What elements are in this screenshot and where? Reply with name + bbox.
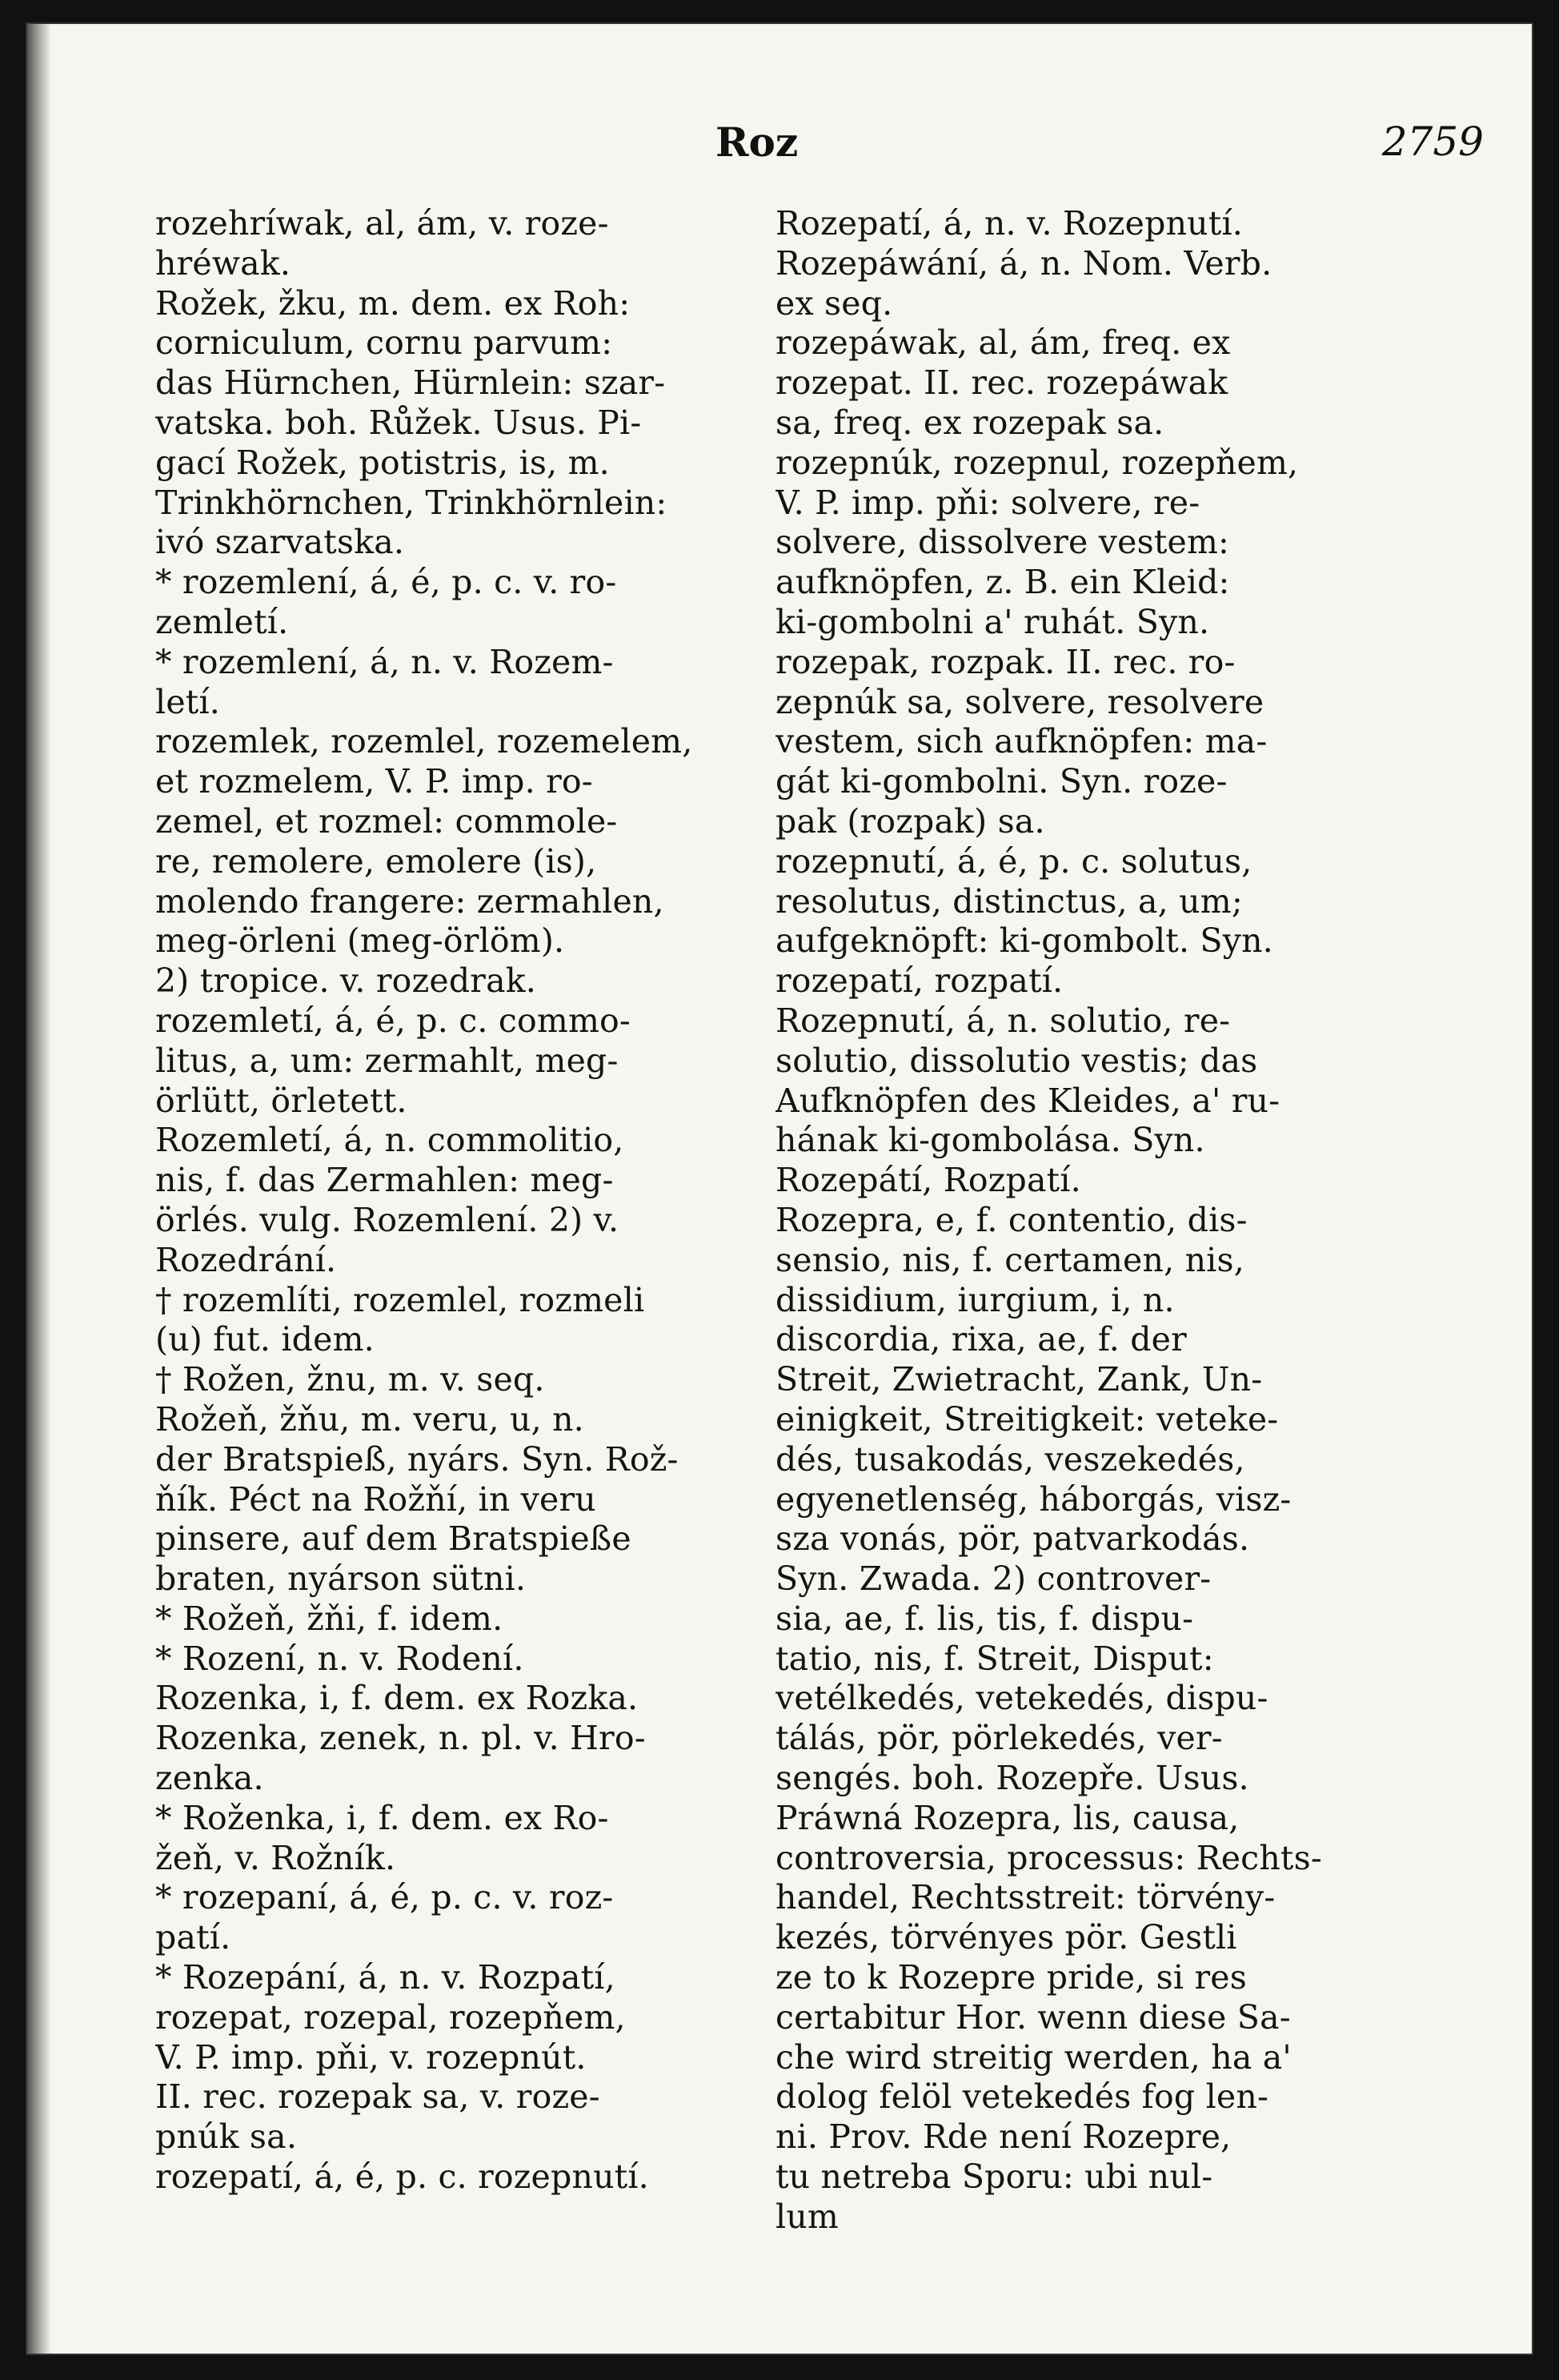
entry-line: žeň, v. Rožník.	[155, 1838, 396, 1877]
entry-line: rozemlek, rozemlel, rozemelem,	[155, 722, 693, 761]
entry-line: Rožek, žku, m. dem. ex Roh:	[155, 283, 631, 323]
entry-line: zepnúk sa, solvere, resolvere	[775, 682, 1264, 721]
dictionary-page	[27, 24, 1532, 2354]
entry-line: egyenetlenség, háborgás, visz-	[775, 1479, 1292, 1519]
entry-line: Syn. Zwada. 2) controver-	[775, 1559, 1212, 1599]
entry-line: pak (rozpak) sa.	[775, 801, 1045, 841]
entry-line: corniculum, cornu parvum:	[155, 323, 613, 363]
entry-line: Streit, Zwietracht, Zank, Un-	[775, 1360, 1263, 1399]
entry-line: Aufknöpfen des Kleides, a' ru-	[775, 1081, 1280, 1120]
entry-line: zenka.	[155, 1759, 264, 1798]
entry-line: tálás, pör, pörlekedés, ver-	[775, 1719, 1223, 1758]
entry-line: rozehríwak, al, ám, v. roze-	[155, 204, 609, 243]
entry-line: patí.	[155, 1918, 231, 1957]
entry-line: dolog felöl vetekedés fog len-	[775, 2077, 1269, 2117]
entry-line: nis, f. das Zermahlen: meg-	[155, 1161, 614, 1200]
entry-line: Práwná Rozepra, lis, causa,	[775, 1798, 1240, 1837]
entry-line: Rozepnutí, á, n. solutio, re-	[775, 1001, 1231, 1040]
entry-line: Trinkhörnchen, Trinkhörnlein:	[155, 483, 667, 522]
entry-line: Rozepáwání, á, n. Nom. Verb.	[775, 243, 1272, 283]
entry-line: rozepat. II. rec. rozepáwak	[775, 363, 1228, 403]
entry-line: ze to k Rozepre pride, si res	[775, 1958, 1247, 1997]
entry-line: discordia, rixa, ae, f. der	[775, 1320, 1187, 1359]
entry-line: sia, ae, f. lis, tis, f. dispu-	[775, 1599, 1194, 1638]
entry-line: aufgeknöpft: ki-gombolt. Syn.	[775, 921, 1273, 961]
entry-line: Rozenka, zenek, n. pl. v. Hro-	[155, 1719, 646, 1758]
entry-line: ni. Prov. Rde není Rozepre,	[775, 2117, 1232, 2157]
entry-line: ivó szarvatska.	[155, 523, 405, 562]
entry-line: braten, nyárson sütni.	[155, 1559, 527, 1599]
entry-line: et rozmelem, V. P. imp. ro-	[155, 762, 593, 801]
entry-line: örlütt, örletett.	[155, 1081, 407, 1120]
entry-line: controversia, processus: Rechts-	[775, 1838, 1322, 1877]
entry-line: ňík. Péct na Rožňí, in veru	[155, 1479, 596, 1519]
entry-line: certabitur Hor. wenn diese Sa-	[775, 1997, 1291, 2037]
page-number: 2759	[1381, 118, 1484, 165]
entry-line: kezés, törvényes pör. Gestli	[775, 1918, 1237, 1957]
entry-line: rozepnutí, á, é, p. c. solutus,	[775, 841, 1252, 881]
entry-line: Rožeň, žňu, m. veru, u, n.	[155, 1399, 584, 1439]
entry-line: † Rožen, žnu, m. v. seq.	[155, 1360, 545, 1399]
entry-line: II. rec. rozepak sa, v. roze-	[155, 2077, 600, 2117]
entry-line: pinsere, auf dem Bratspieße	[155, 1519, 631, 1559]
binding-edge	[27, 24, 51, 2354]
entry-line: gací Rožek, potistris, is, m.	[155, 443, 610, 482]
entry-line: dés, tusakodás, veszekedés,	[775, 1439, 1245, 1479]
entry-line: pnúk sa.	[155, 2117, 298, 2157]
entry-line: dissidium, iurgium, i, n.	[775, 1280, 1175, 1319]
entry-line: hréwak.	[155, 243, 291, 283]
page-header	[27, 118, 1532, 183]
entry-line: vatska. boh. Růžek. Usus. Pi-	[155, 403, 642, 442]
entry-line: Rozenka, i, f. dem. ex Rozka.	[155, 1679, 639, 1718]
entry-line: Rozepátí, Rozpatí.	[775, 1161, 1081, 1200]
entry-line: sza vonás, pör, patvarkodás.	[775, 1519, 1250, 1559]
entry-line: † rozemlíti, rozemlel, rozmeli	[155, 1280, 645, 1319]
entry-line: resolutus, distinctus, a, um;	[775, 881, 1243, 921]
entry-line: che wird streitig werden, ha a'	[775, 2037, 1292, 2077]
entry-line: molendo frangere: zermahlen,	[155, 881, 664, 921]
entry-line: ki-gombolni a' ruhát. Syn.	[775, 602, 1210, 641]
entry-line: (u) fut. idem.	[155, 1320, 375, 1359]
entry-line: Rozepatí, á, n. v. Rozepnutí.	[775, 204, 1244, 243]
entry-line: rozepak, rozpak. II. rec. ro-	[775, 642, 1236, 681]
entry-line: V. P. imp. pňi: solvere, re-	[775, 483, 1200, 522]
entry-line: örlés. vulg. Rozemlení. 2) v.	[155, 1200, 619, 1239]
entry-line: vestem, sich aufknöpfen: ma-	[775, 722, 1268, 761]
entry-line: Rozedrání.	[155, 1240, 337, 1279]
entry-line: rozepáwak, al, ám, freq. ex	[775, 323, 1231, 363]
entry-line: vetélkedés, vetekedés, dispu-	[775, 1679, 1268, 1718]
entry-line: meg-örleni (meg-örlöm).	[155, 921, 565, 961]
entry-line: einigkeit, Streitigkeit: veteke-	[775, 1399, 1279, 1439]
entry-line: * Roženka, i, f. dem. ex Ro-	[155, 1798, 609, 1837]
entry-line: solutio, dissolutio vestis; das	[775, 1041, 1258, 1080]
entry-line: sengés. boh. Rozepře. Usus.	[775, 1759, 1249, 1798]
entry-line: Rozepra, e, f. contentio, dis-	[775, 1200, 1248, 1239]
entry-line: litus, a, um: zermahlt, meg-	[155, 1041, 619, 1080]
right-column	[775, 204, 1416, 2238]
left-column	[155, 204, 796, 2197]
entry-line: das Hürnchen, Hürnlein: szar-	[155, 363, 666, 403]
entry-line: tatio, nis, f. Streit, Disput:	[775, 1639, 1214, 1678]
entry-line: 2) tropice. v. rozedrak.	[155, 961, 536, 1001]
entry-line: sensio, nis, f. certamen, nis,	[775, 1240, 1244, 1279]
entry-line: gát ki-gombolni. Syn. roze-	[775, 762, 1228, 801]
entry-line: zemel, et rozmel: commole-	[155, 801, 618, 841]
entry-line: aufknöpfen, z. B. ein Kleid:	[775, 563, 1230, 602]
entry-line: rozemletí, á, é, p. c. commo-	[155, 1001, 631, 1040]
entry-line: * Rození, n. v. Rodení.	[155, 1639, 524, 1678]
entry-line: der Bratspieß, nyárs. Syn. Rož-	[155, 1439, 679, 1479]
entry-line: Rozemletí, á, n. commolitio,	[155, 1121, 624, 1160]
entry-line: zemletí.	[155, 602, 289, 641]
entry-line: rozepatí, rozpatí.	[775, 961, 1064, 1001]
entry-line: sa, freq. ex rozepak sa.	[775, 403, 1164, 442]
entry-line: handel, Rechtsstreit: törvény-	[775, 1878, 1276, 1917]
entry-line: re, remolere, emolere (is),	[155, 841, 597, 881]
entry-line: lum	[775, 2197, 839, 2236]
entry-line: rozepnúk, rozepnul, rozepňem,	[775, 443, 1299, 482]
entry-line: ex seq.	[775, 283, 893, 323]
entry-line: * rozemlení, á, n. v. Rozem-	[155, 642, 614, 681]
entry-line: V. P. imp. pňi, v. rozepnút.	[155, 2037, 587, 2077]
entry-line: solvere, dissolvere vestem:	[775, 523, 1230, 562]
entry-line: * rozemlení, á, é, p. c. v. ro-	[155, 563, 617, 602]
entry-line: hának ki-gombolása. Syn.	[775, 1121, 1205, 1160]
entry-line: tu netreba Sporu: ubi nul-	[775, 2157, 1213, 2197]
entry-line: * Rožeň, žňi, f. idem.	[155, 1599, 503, 1638]
entry-line: letí.	[155, 682, 220, 721]
entry-line: rozepat, rozepal, rozepňem,	[155, 1997, 626, 2037]
entry-line: rozepatí, á, é, p. c. rozepnutí.	[155, 2157, 649, 2197]
running-head: Roz	[715, 118, 799, 166]
entry-line: * rozepaní, á, é, p. c. v. roz-	[155, 1878, 614, 1917]
entry-line: * Rozepání, á, n. v. Rozpatí,	[155, 1958, 615, 1997]
